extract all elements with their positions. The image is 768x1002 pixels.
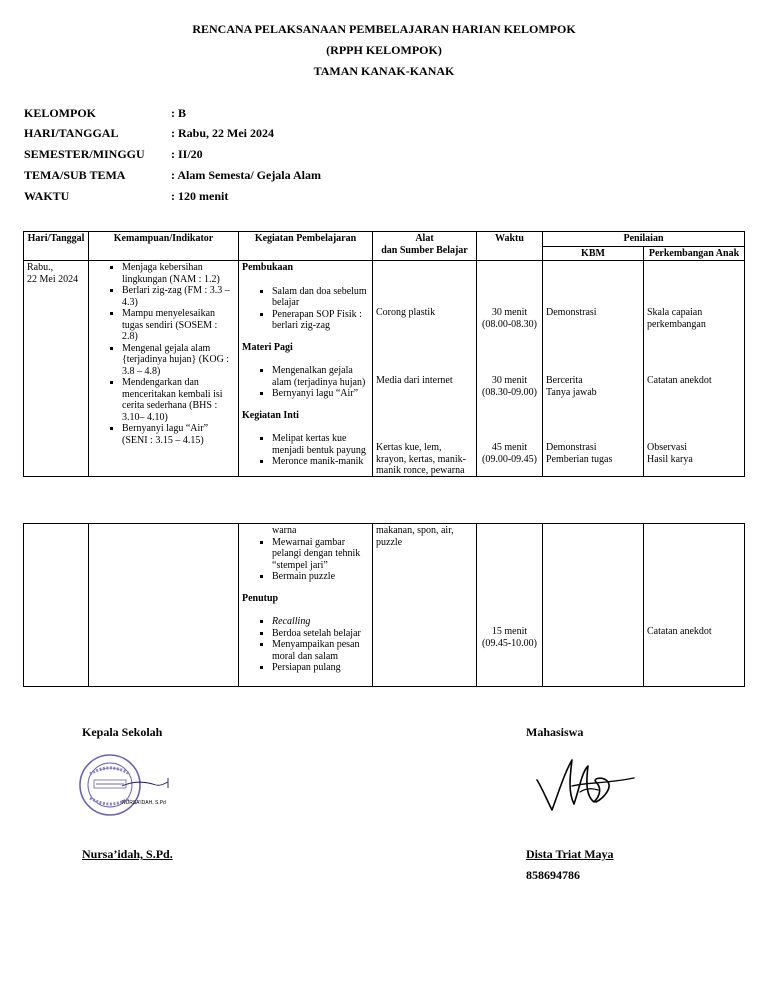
- waktu-duration: 30 menit: [491, 307, 528, 318]
- info-label: SEMESTER/MINGGU: [24, 147, 145, 161]
- waktu-range: (08.00-08.30): [482, 318, 537, 330]
- list-item: ▪ Salam dan doa sebelum belajar: [272, 286, 369, 309]
- perkembangan-line: Skala capaian: [647, 307, 703, 318]
- kbm-line: Tanya jawab: [546, 386, 597, 398]
- cell-perkembangan: [644, 261, 745, 477]
- waktu-2: [480, 375, 539, 398]
- section-pembukaan: Pembukaan: [242, 262, 294, 273]
- perkembangan-3: [647, 442, 741, 465]
- info-label: KELOMPOK: [24, 106, 96, 120]
- kepala-sekolah-label: Kepala Sekolah: [82, 725, 163, 739]
- section-penutup: Penutup: [242, 592, 279, 604]
- kbm-1: Demonstrasi: [546, 307, 597, 318]
- perkembangan-2: Catatan anekdot: [647, 375, 712, 386]
- list-item: ▪ Melipat kertas kue menjadi bentuk payung: [272, 433, 369, 456]
- waktu-duration: 45 menit: [491, 442, 528, 453]
- waktu-duration: 15 menit: [491, 626, 528, 637]
- hari-line2: 22 Mei 2024: [27, 273, 79, 285]
- cell-kbm-cont: [543, 524, 644, 687]
- info-label: TEMA/SUB TEMA: [24, 168, 126, 182]
- hari-line1: Rabu.,: [27, 262, 54, 273]
- section-kegiatan-inti: Kegiatan Inti: [242, 409, 299, 421]
- waktu-4: [480, 626, 539, 649]
- header-alat-line1: Alat: [415, 233, 434, 244]
- waktu-1: [480, 307, 539, 330]
- waktu-3: [480, 442, 539, 465]
- perkembangan-line: perkembangan: [647, 318, 706, 330]
- header-penilaian: Penilaian: [543, 232, 745, 247]
- waktu-duration: 30 menit: [491, 375, 528, 386]
- inti-item-continued: warna: [272, 525, 297, 536]
- header-kemampuan: Kemampuan/Indikator: [89, 232, 239, 261]
- inti-list: [242, 433, 369, 468]
- list-item: ▪ Persiapan pulang: [272, 662, 369, 674]
- cell-alat: [373, 261, 477, 477]
- waktu-range: (09.45-10.00): [482, 637, 537, 649]
- list-item: ▪ Mewarnai gambar pelangi dengan tehnik “stempel jari”: [272, 537, 369, 572]
- info-value: : B: [171, 106, 186, 120]
- info-value: : Rabu, 22 Mei 2024: [171, 126, 274, 140]
- list-item: ▪ Berdoa setelah belajar: [272, 628, 369, 640]
- cell-alat-cont: [373, 524, 477, 687]
- cell-hari-cont: [24, 524, 89, 687]
- inti-list-more: [242, 537, 369, 583]
- perkembangan-4: Catatan anekdot: [647, 626, 712, 637]
- alat-3-continued: makanan, spon, air, puzzle: [376, 525, 454, 548]
- perkembangan-line: Observasi: [647, 442, 687, 453]
- cell-kegiatan: [239, 261, 373, 477]
- cell-kemampuan: [89, 261, 239, 477]
- info-label: WAKTU: [24, 189, 70, 203]
- doc-subtitle: (RPPH KELOMPOK): [326, 43, 442, 57]
- school-stamp-icon: [76, 752, 172, 818]
- materi-list: [242, 365, 369, 400]
- mahasiswa-nim: 858694786: [526, 868, 580, 882]
- cell-waktu: [477, 261, 543, 477]
- section-materi-pagi: Materi Pagi: [242, 341, 293, 353]
- list-item: ▪ Berlari zig-zag (FM : 3.3 – 4.3): [122, 285, 235, 308]
- kemampuan-list: [92, 262, 235, 446]
- info-label: HARI/TANGGAL: [24, 126, 119, 140]
- doc-title: RENCANA PELAKSANAAN PEMBELAJARAN HARIAN KELOMPOK: [192, 22, 576, 36]
- list-item: ▪ Menjaga kebersihan lingkungan (NAM : 1.2): [122, 262, 235, 285]
- penutup-list: [242, 616, 369, 674]
- list-item: ▪ Mengenal gejala alam {terjadinya hujan} (KOG : 3.8 – 4.8): [122, 343, 235, 378]
- kepala-sekolah-name: Nursa’idah, S.Pd.: [82, 847, 173, 861]
- student-signature-icon: [534, 752, 636, 818]
- perkembangan-1: [647, 307, 741, 330]
- cell-kegiatan-cont: [239, 524, 373, 687]
- cell-kbm: [543, 261, 644, 477]
- kbm-line: Bercerita: [546, 375, 583, 386]
- rpph-table-part-1: [23, 231, 745, 477]
- doc-school: TAMAN KANAK-KANAK: [313, 64, 455, 78]
- alat-1: Corong plastik: [376, 307, 436, 318]
- mahasiswa-label: Mahasiswa: [526, 725, 584, 739]
- header-perkembangan: Perkembangan Anak: [644, 246, 745, 261]
- cell-kemampuan-cont: [89, 524, 239, 687]
- rpph-table-part-2: [23, 523, 745, 687]
- alat-3: Kertas kue, lem, krayon, kertas, manik-manik ronce, pewarna: [376, 442, 466, 476]
- list-item: ▪ Penerapan SOP Fisik : berlari zig-zag: [272, 309, 369, 332]
- header-alat: [373, 232, 477, 261]
- list-item: ▪ Bernyanyi lagu “Air”: [272, 388, 369, 400]
- waktu-range: (08.30-09.00): [482, 386, 537, 398]
- list-item: ▪ Mengenalkan gejala alam (terjadinya hujan): [272, 365, 369, 388]
- header-alat-line2: dan Sumber Belajar: [381, 244, 468, 256]
- list-item: ▪ Bermain puzzle: [272, 571, 369, 583]
- info-value: : II/20: [171, 147, 203, 161]
- perkembangan-line: Hasil karya: [647, 453, 693, 465]
- waktu-range: (09.00-09.45): [482, 453, 537, 465]
- cell-waktu-cont: [477, 524, 543, 687]
- header-kbm: KBM: [543, 246, 644, 261]
- cell-perkembangan-cont: [644, 524, 745, 687]
- pembukaan-list: [242, 286, 369, 332]
- list-item: ▪ Mampu menyelesaikan tugas sendiri (SOSEM : 2.8): [122, 308, 235, 343]
- kbm-3: [546, 442, 640, 465]
- mahasiswa-name: Dista Triat Maya: [526, 847, 614, 861]
- list-item: ▪ Bernyanyi lagu “Air” (SENI : 3.15 – 4.15): [122, 423, 235, 446]
- kbm-line: Pemberian tugas: [546, 453, 613, 465]
- info-value: : Alam Semesta/ Gejala Alam: [171, 168, 321, 182]
- alat-2: Media dari internet: [376, 375, 453, 386]
- header-hari: Hari/Tanggal: [24, 232, 89, 261]
- stamp-name-text: NURSA’IDAH, S.Pd: [122, 800, 166, 806]
- info-value: : 120 menit: [171, 189, 229, 203]
- list-item: ▪ Meronce manik-manik: [272, 456, 369, 468]
- list-item: ▪ Recalling: [272, 616, 369, 628]
- header-kegiatan: Kegiatan Pembelajaran: [239, 232, 373, 261]
- header-waktu: Waktu: [477, 232, 543, 261]
- list-item: ▪ Mendengarkan dan menceritakan kembali isi cerita sederhana (BHS : 3.10– 4.10): [122, 377, 235, 423]
- kbm-2: [546, 375, 640, 398]
- kbm-line: Demonstrasi: [546, 442, 597, 453]
- cell-hari: [24, 261, 89, 477]
- list-item: ▪ Menyampaikan pesan moral dan salam: [272, 639, 369, 662]
